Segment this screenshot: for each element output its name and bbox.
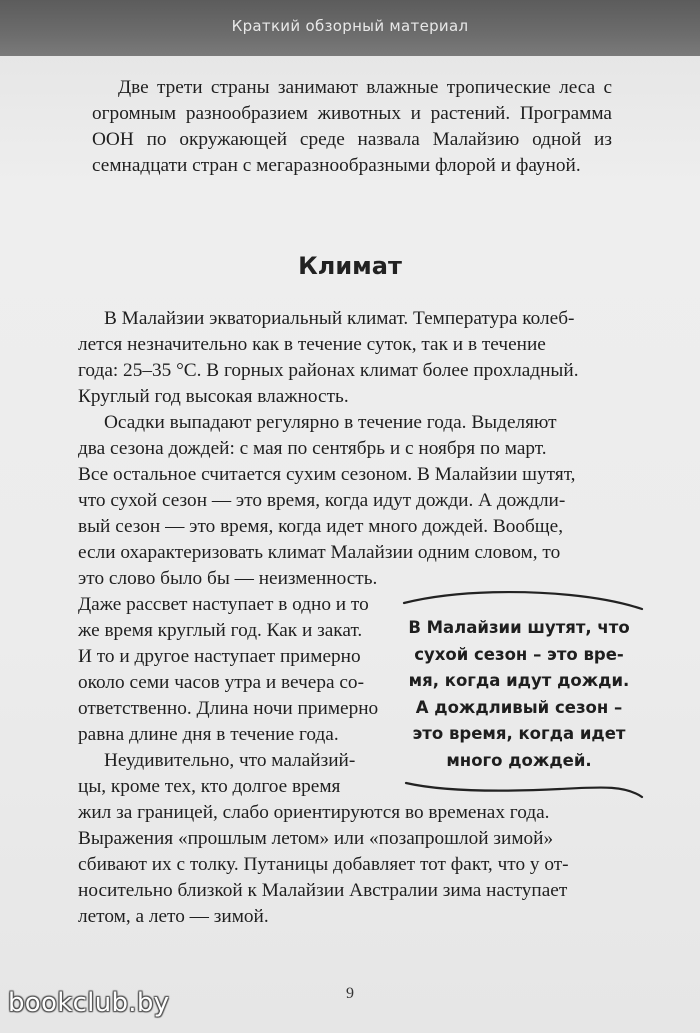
text-line: сбивают их с толку. Путаницы добавляет тот факт, что у от- <box>78 854 569 875</box>
text-line: Неудивительно, что малайзий- <box>104 750 356 771</box>
text-line: равна длине дня в течение года. <box>78 724 339 745</box>
watermark: bookclub.by <box>8 988 170 1018</box>
page-number: 9 <box>346 985 354 1002</box>
running-header <box>0 0 700 56</box>
text-line: И то и другое наступает примерно <box>78 646 361 667</box>
text-line: если охарактеризовать климат Малайзии одним словом, то <box>78 542 561 563</box>
text-line: два сезона дождей: с мая по сентябрь и с ноября по март. <box>78 438 547 459</box>
pull-quote-line: В Малайзии шутят, что <box>408 618 630 637</box>
section-title: Климат <box>298 252 402 280</box>
text-line: что сухой сезон — это время, когда идут дожди. А дождли- <box>78 490 566 511</box>
text-line: летом, а лето — зимой. <box>78 906 269 927</box>
pull-quote-line: это время, когда идет <box>412 724 626 743</box>
text-line: Круглый год высокая влажность. <box>78 386 349 407</box>
text-line: цы, кроме тех, кто долгое время <box>78 776 341 797</box>
text-line: жил за границей, слабо ориентируются во временах года. <box>78 802 550 823</box>
pull-quote-text <box>400 615 638 774</box>
pull-quote-line: много дождей. <box>446 750 592 770</box>
text-line: около семи часов утра и вечера со- <box>78 672 364 693</box>
pull-quote <box>400 585 645 810</box>
text-line: же время круглый год. Как и закат. <box>78 620 363 641</box>
text-line: Все остальное считается сухим сезоном. В Малайзии шутят, <box>78 464 576 485</box>
text-line: Даже рассвет наступает в одно и то <box>78 594 369 615</box>
text-line: ответственно. Длина ночи примерно <box>78 698 379 719</box>
text-line: года: 25–35 °С. В горных районах климат более прохладный. <box>78 360 579 381</box>
pull-quote-line: мя, когда идут дожди. <box>408 671 630 690</box>
pull-quote-line: сухой сезон – это вре- <box>414 644 624 664</box>
pull-quote-line: А дождливый сезон – <box>415 697 623 717</box>
running-header-title: Краткий обзорный материал <box>231 17 469 35</box>
text-line: вый сезон — это время, когда идет много дождей. Вообще, <box>78 516 564 537</box>
text-line: В Малайзии экваториальный климат. Температура колеб- <box>104 308 575 329</box>
text-line: Выражения «прошлым летом» или «позапрошлой зимой» <box>78 828 554 849</box>
pull-quote-bottom-rule <box>400 777 645 807</box>
intro-paragraph: Две трети страны занимают влажные тропические леса с огромным разнообразием животных и растений. Программа ООН по окружающей среде назвала Малайзию одной из семнадцати стран с мегаразнообразными флорой и фауной. <box>92 77 612 176</box>
text-line: Осадки выпадают регулярно в течение года. Выделяют <box>104 412 557 433</box>
text-line: это слово было бы — неизменность. <box>78 568 378 589</box>
pull-quote-top-rule <box>400 585 645 615</box>
text-line: лется незначительно как в течение суток, так и в течение <box>78 334 546 355</box>
text-line: носительно близкой к Малайзии Австралии зима наступает <box>78 880 568 901</box>
